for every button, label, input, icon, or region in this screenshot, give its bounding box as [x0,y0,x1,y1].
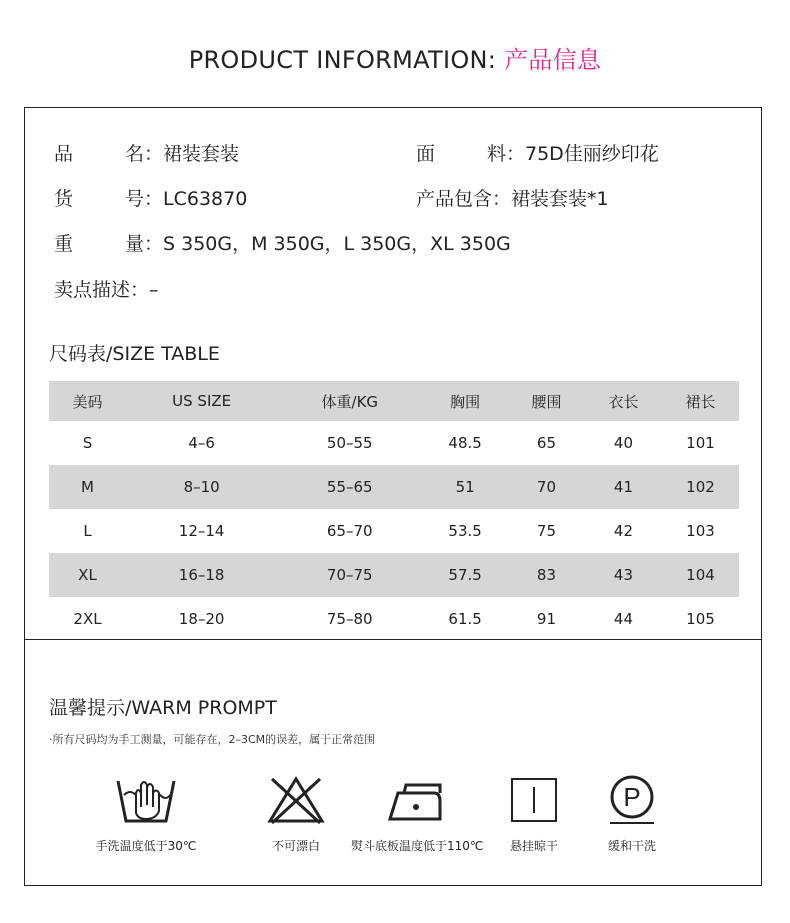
cell: 51 [455,478,475,496]
size-table-title: 尺码表/SIZE TABLE [49,343,220,365]
cell: 101 [686,434,715,452]
info-weight-label: 重 量 [54,233,144,255]
cell: 44 [613,610,634,628]
cell: 16–18 [178,566,225,584]
care-label: 手洗温度低于30℃ [95,839,197,853]
info-selling-label: 卖点描述 [54,279,131,301]
header-cell: 美码 [72,392,103,411]
info-fabric [416,139,659,166]
cell: 91 [536,610,557,628]
size-table [49,381,739,641]
measurement-note: ·所有尺码均为手工测量，可能存在，2–3CM的误差，属于正常范围 [49,733,376,746]
iron-icon [384,773,448,827]
cell: 75–80 [326,610,373,628]
care-no-bleach [231,773,361,854]
cell: L [83,522,92,540]
care-label: 熨斗底板温度低于110℃ [351,839,484,853]
cell: 104 [686,566,715,584]
title-chinese: 产品信息 [504,46,602,74]
care-hand-wash [81,773,211,854]
table-row [49,421,739,465]
table-row [49,597,739,641]
header-cell: US SIZE [172,392,232,410]
care-dry-clean [567,773,697,854]
cell: 12–14 [178,522,225,540]
cell: 57.5 [448,566,482,584]
cell: M [81,478,94,496]
info-name [54,139,239,166]
info-fabric-label: 面 料 [416,143,506,165]
header-cell: 胸围 [450,392,481,411]
hang-dry-icon [502,773,566,827]
info-weight [54,229,511,256]
section-divider [25,639,761,640]
info-name-value: ：裙装套装 [144,143,240,165]
page-title [0,40,790,75]
cell: 65 [536,434,557,452]
size-table-header [49,381,739,421]
info-name-label: 品 名 [54,143,144,165]
cell: 70–75 [326,566,373,584]
info-sku-value: ：LC63870 [144,188,248,210]
title-english: PRODUCT INFORMATION: [188,46,505,74]
cell: 2XL [73,610,102,628]
cell: 75 [536,522,557,540]
info-includes [416,184,609,211]
table-row [49,553,739,597]
header-cell: 腰围 [531,392,562,411]
svg-text:P: P [623,782,641,812]
cell: 53.5 [448,522,482,540]
header-cell: 衣长 [608,392,639,411]
care-label: 缓和干洗 [607,839,656,853]
cell: 43 [613,566,634,584]
cell: 8–10 [183,478,220,496]
cell: 103 [686,522,715,540]
hand-wash-icon [114,773,178,827]
cell: 42 [613,522,634,540]
cell: 65–70 [326,522,373,540]
dry-clean-icon [600,773,664,827]
table-row [49,465,739,509]
cell: 83 [536,566,557,584]
cell: 50–55 [326,434,373,452]
cell: 70 [536,478,557,496]
no-bleach-icon [264,773,328,827]
cell: XL [78,566,97,584]
care-label: 不可漂白 [271,839,320,853]
cell: 55–65 [326,478,373,496]
header-cell: 裙长 [685,392,716,411]
cell: 61.5 [448,610,482,628]
info-selling-points [54,275,159,302]
cell: 105 [686,610,715,628]
cell: 41 [613,478,634,496]
info-includes-label: 产品包含 [416,188,493,210]
info-fabric-value: ：75D佳丽纱印花 [506,143,659,165]
info-selling-value: ：– [130,279,159,301]
care-iron [351,773,484,854]
info-sku [54,184,247,211]
cell: 102 [686,478,715,496]
cell: 48.5 [448,434,482,452]
info-sku-label: 货 号 [54,188,144,210]
product-info-panel [24,107,762,886]
info-weight-value: ：S 350G，M 350G，L 350G，XL 350G [144,233,511,255]
warm-prompt-title: 温馨提示/WARM PROMPT [49,697,277,719]
header-cell: 体重/KG [321,392,379,411]
cell: 18–20 [178,610,225,628]
cell: 4–6 [188,434,215,452]
info-includes-value: ：裙装套装*1 [492,188,609,210]
cell: 40 [613,434,634,452]
cell: S [82,434,93,452]
care-label: 悬挂晾干 [509,839,558,853]
table-row [49,509,739,553]
